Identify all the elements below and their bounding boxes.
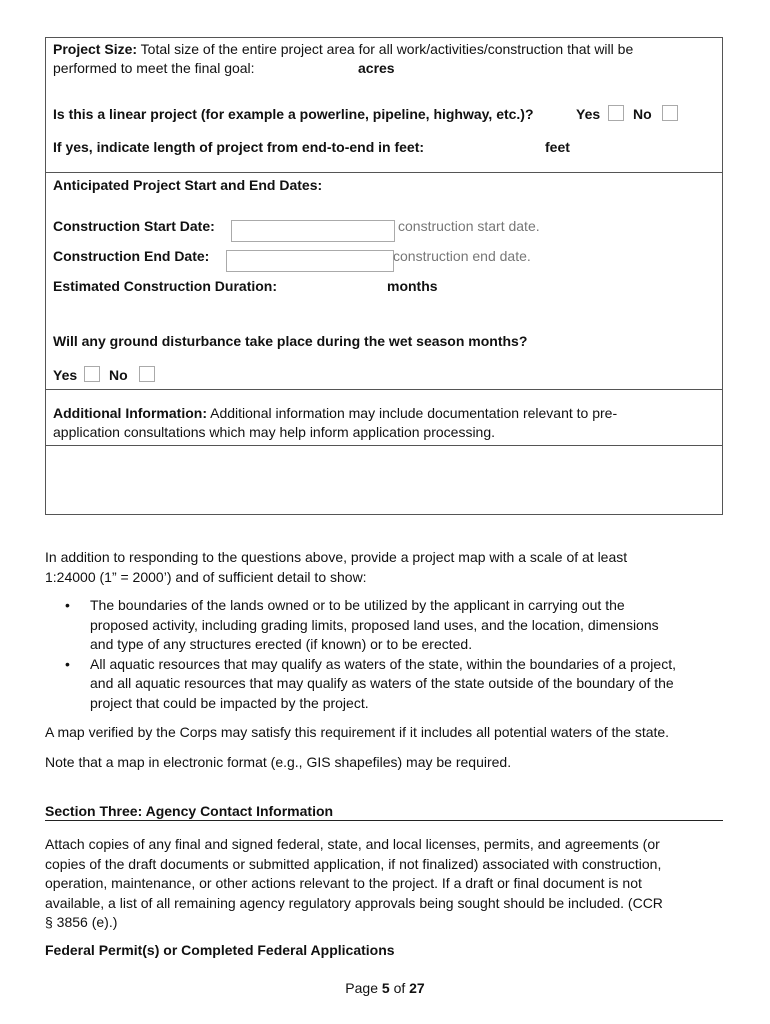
additional-info-line1 [53,405,617,421]
additional-info-text: Additional information may include documentation relevant to pre- [206,405,618,421]
map-intro-line: 1:24000 (1” = 2000’) and of sufficient detail to show: [45,568,367,585]
feet-unit: feet [545,139,570,155]
list-item [45,655,735,714]
list-item-line: • The boundaries of the lands owned or to be utilized by the applicant in carrying out the [90,597,625,613]
page-word: Page [345,980,378,996]
list-item-line: and type of any structures erected (if known) or to be erected. [90,636,473,652]
end-date-label: Construction End Date: [53,248,210,264]
page-number: 5 [381,980,390,996]
list-item [45,596,735,655]
additional-info-label: Additional Information: [53,405,207,421]
paragraph-line: copies of the draft documents or submitted application, if not finalized) associated with construction, [45,855,662,872]
start-date-label: Construction Start Date: [53,218,215,234]
electronic-format-note: Note that a map in electronic format (e.g., GIS shapefiles) may be required. [45,754,512,770]
paragraph-line: § 3856 (e).) [45,914,118,930]
list-item-line: proposed activity, including grading limits, proposed land uses, and the location, dimensions [90,616,659,633]
project-size-line1 [53,41,633,57]
list-item-line: • All aquatic resources that may qualify as waters of the state, within the boundaries of a project, [90,655,676,672]
project-size-label: Project Size: [53,41,138,57]
wet-yes-checkbox[interactable] [84,366,100,382]
linear-no-label: No [633,106,652,122]
paragraph-line: available, a list of all remaining agency regulatory approvals being sought should be included. (CCR [45,894,663,911]
row-divider [46,172,722,173]
end-date-input[interactable] [226,250,394,272]
paragraph-line: Attach copies of any final and signed federal, state, and local licenses, permits, and agreements (or [45,836,660,852]
federal-permits-heading: Federal Permit(s) or Completed Federal Applications [45,942,395,958]
section-three-paragraph [45,835,735,933]
wet-no-checkbox[interactable] [139,366,155,382]
linear-yes-checkbox[interactable] [608,105,624,121]
map-intro-line: In addition to responding to the questions above, provide a project map with a scale of at least [45,549,628,565]
map-verified-note: A map verified by the Corps may satisfy this requirement if it includes all potential waters of the state. [45,724,670,740]
wet-season-question: Will any ground disturbance take place during the wet season months? [53,333,528,349]
duration-label: Estimated Construction Duration: [53,278,278,294]
start-date-placeholder: construction start date. [398,218,540,234]
row-divider [46,389,722,390]
linear-question: Is this a linear project (for example a powerline, pipeline, highway, etc.)? [53,106,534,122]
page-footer [0,980,770,996]
total-pages: 27 [409,980,425,996]
list-item-line: project that could be impacted by the project. [90,694,369,711]
wet-yes-label: Yes [53,367,78,383]
end-date-placeholder: construction end date. [393,248,531,264]
wet-no-label: No [109,367,128,383]
months-unit: months [387,278,438,294]
project-size-text: Total size of the entire project area for all work/activities/construction that will be [137,41,634,57]
additional-info-line2: application consultations which may help inform application processing. [53,424,496,440]
acres-unit: acres [358,60,395,76]
list-item-line: and all aquatic resources that may qualify as waters of the state outside of the boundary of the [90,675,674,691]
start-date-input[interactable] [231,220,395,242]
additional-info-textarea[interactable] [46,445,722,514]
linear-yes-label: Yes [576,106,601,122]
map-requirements-list [45,596,735,713]
linear-no-checkbox[interactable] [662,105,678,121]
length-question: If yes, indicate length of project from end-to-end in feet: [53,139,425,155]
paragraph-line: operation, maintenance, or other actions relevant to the project. If a draft or final document is not [45,875,642,891]
of-word: of [393,980,406,996]
map-intro-paragraph [45,548,735,587]
project-size-line2: performed to meet the final goal: [53,60,255,76]
dates-heading: Anticipated Project Start and End Dates: [53,177,323,193]
section-three-heading: Section Three: Agency Contact Information [45,803,723,821]
